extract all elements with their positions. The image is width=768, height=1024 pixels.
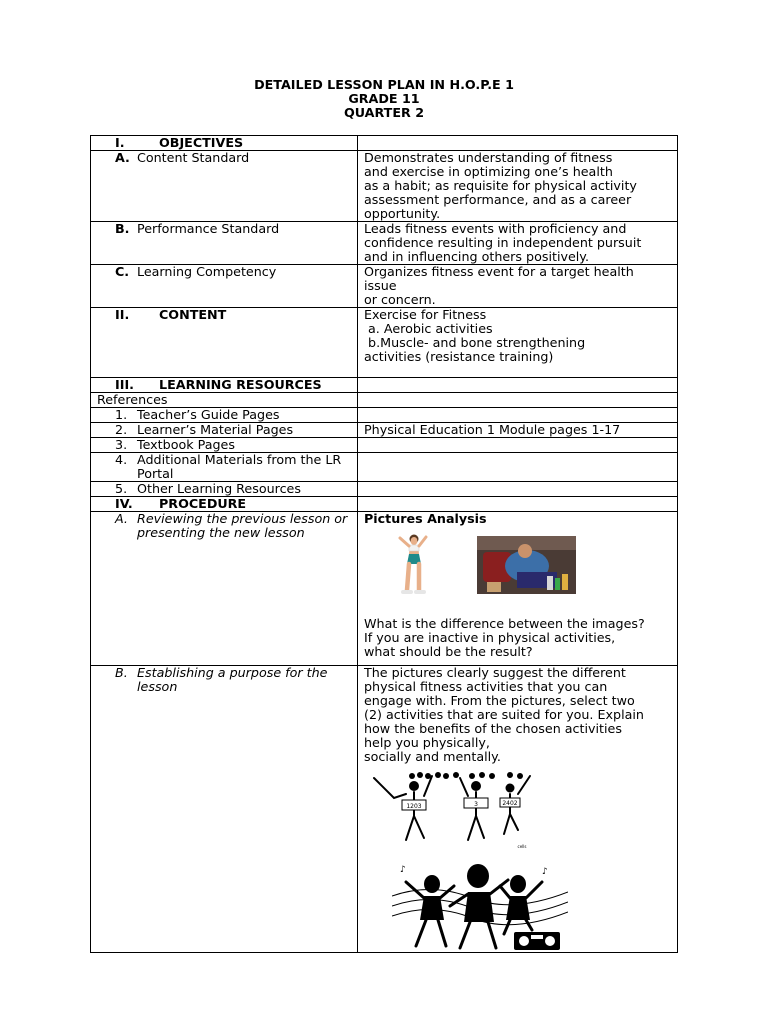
pictures-analysis-images [364, 540, 671, 610]
runner-caption: cells [517, 844, 527, 849]
purpose-line: socially and mentally. [364, 749, 501, 764]
content-standard-name: Content Standard [137, 150, 250, 165]
purpose-row [91, 666, 678, 953]
resource-row [91, 482, 678, 497]
dancers-illustration [392, 862, 568, 952]
resource-label: Additional Materials from the LR Portal [137, 452, 342, 481]
pictures-analysis-question: If you are inactive in physical activities, [364, 630, 616, 645]
content-standard-line: Demonstrates understanding of fitness [364, 150, 613, 165]
resource-number: 2. [115, 422, 128, 437]
review-lesson-row [91, 512, 678, 666]
performance-standard-line: confidence resulting in independent pursuit [364, 235, 642, 250]
procedure-number: IV. [115, 496, 133, 511]
runner-bib: 2402 [502, 800, 518, 807]
document-title: DETAILED LESSON PLAN IN H.O.P.E 1 [254, 77, 514, 92]
learning-competency-line: Organizes fitness event for a target health [364, 264, 634, 279]
runners-illustration [372, 772, 534, 850]
performance-standard-line: Leads fitness events with proficiency and [364, 221, 627, 236]
resource-value: Physical Education 1 Module pages 1-17 [364, 422, 621, 437]
resources-row [91, 378, 678, 393]
content-title: CONTENT [159, 307, 227, 322]
grade-line: GRADE 11 [348, 91, 420, 106]
purpose-line: how the benefits of the chosen activities [364, 721, 622, 736]
learning-competency-label: C. [115, 264, 130, 279]
content-standard-label: A. [115, 150, 130, 165]
content-line: a. Aerobic activities [364, 321, 493, 336]
references-row [91, 393, 678, 408]
purpose-line: help you physically, [364, 735, 490, 750]
content-number: II. [115, 307, 130, 322]
runner-bib: 3 [474, 801, 478, 808]
resource-row [91, 423, 678, 438]
purpose-line: physical fitness activities that you can [364, 679, 608, 694]
purpose-name: Establishing a purpose for the lesson [137, 665, 328, 694]
music-note-icon: ♪ [542, 867, 548, 877]
content-row [91, 308, 678, 378]
objectives-title: OBJECTIVES [159, 135, 244, 150]
learning-competency-row [91, 265, 678, 308]
learning-competency-line: or concern. [364, 292, 436, 307]
review-lesson-label: A. [115, 511, 128, 526]
procedure-row [91, 497, 678, 512]
objectives-row [91, 136, 678, 151]
purpose-line: (2) activities that are suited for you. Explain [364, 707, 644, 722]
resource-row [91, 408, 678, 423]
music-note-icon: ♪ [400, 865, 406, 875]
learning-competency-line: issue [364, 278, 397, 293]
fit-woman-image [388, 532, 438, 606]
pictures-analysis-question: what should be the result? [364, 644, 533, 659]
resources-title: LEARNING RESOURCES [159, 377, 322, 392]
inactive-person-image [477, 536, 576, 594]
resource-row [91, 453, 678, 482]
content-standard-row [91, 151, 678, 222]
content-line: activities (resistance training) [364, 349, 554, 364]
lesson-plan-table [90, 135, 678, 953]
resource-label: Textbook Pages [137, 437, 235, 452]
resource-label: Other Learning Resources [137, 481, 301, 496]
content-line: b.Muscle- and bone strengthening [364, 335, 586, 350]
content-standard-line: and exercise in optimizing one’s health [364, 164, 613, 179]
performance-standard-name: Performance Standard [137, 221, 280, 236]
purpose-line: engage with. From the pictures, select two [364, 693, 635, 708]
content-standard-line: opportunity. [364, 206, 441, 221]
content-line: Exercise for Fitness [364, 307, 487, 322]
content-standard-line: as a habit; as requisite for physical activity [364, 178, 637, 193]
performance-standard-line: and in influencing others positively. [364, 249, 590, 264]
learning-competency-name: Learning Competency [137, 264, 277, 279]
pictures-analysis-question: What is the difference between the images? [364, 616, 645, 631]
activity-illustrations [364, 772, 671, 952]
references-label: References [97, 392, 168, 407]
procedure-title: PROCEDURE [159, 496, 247, 511]
purpose-label: B. [115, 665, 128, 680]
resource-row [91, 438, 678, 453]
performance-standard-label: B. [115, 221, 130, 236]
resource-number: 1. [115, 407, 128, 422]
review-lesson-name: Reviewing the previous lesson or presenting the new lesson [137, 511, 348, 540]
objectives-number: I. [115, 135, 125, 150]
runner-bib: 1203 [406, 803, 422, 810]
content-standard-line: assessment performance, and as a career [364, 192, 632, 207]
document-header [0, 78, 768, 120]
performance-standard-row [91, 222, 678, 265]
resource-number: 5. [115, 481, 128, 496]
resource-number: 4. [115, 452, 128, 467]
pictures-analysis-heading: Pictures Analysis [364, 511, 487, 526]
resources-number: III. [115, 377, 134, 392]
purpose-line: The pictures clearly suggest the different [364, 665, 626, 680]
quarter-line: QUARTER 2 [343, 105, 425, 120]
resource-label: Teacher’s Guide Pages [137, 407, 280, 422]
resource-number: 3. [115, 437, 128, 452]
resource-label: Learner’s Material Pages [137, 422, 294, 437]
